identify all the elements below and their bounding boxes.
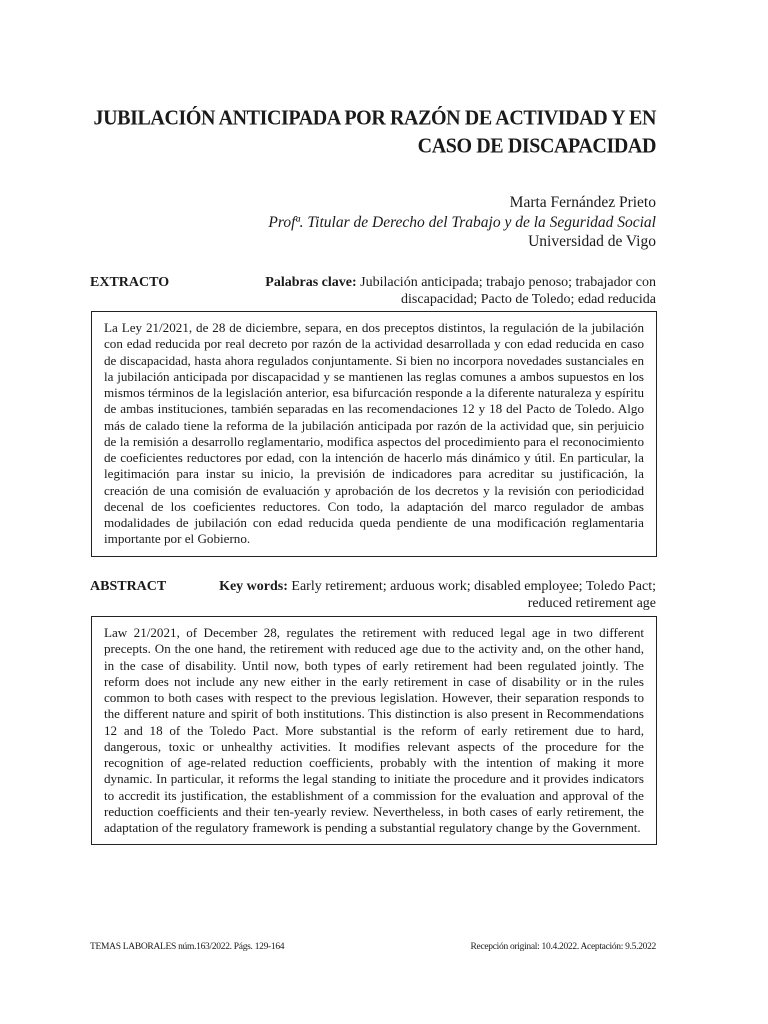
abstract-keywords-text: Early retirement; arduous work; disabled employee; Toledo Pact; reduced retirement age bbox=[291, 579, 656, 611]
article-title-line-2: CASO DE DISCAPACIDAD bbox=[417, 134, 656, 158]
author-position: Profª. Titular de Derecho del Trabajo y de la Seguridad Social bbox=[268, 213, 656, 231]
abstract-label: ABSTRACT bbox=[90, 579, 167, 594]
abstract-box bbox=[91, 616, 657, 845]
abstract-keywords-label: Key words: bbox=[219, 579, 288, 594]
extracto-keywords bbox=[216, 274, 656, 308]
extracto-label: EXTRACTO bbox=[90, 275, 170, 290]
extracto-box bbox=[91, 311, 657, 557]
footer-dates: Recepción original: 10.4.2022. Aceptación: 9.5.2022 bbox=[470, 942, 656, 952]
footer-journal-info: TEMAS LABORALES núm.163/2022. Págs. 129-164 bbox=[90, 942, 285, 952]
extracto-text: La Ley 21/2021, de 28 de diciembre, separa, en dos preceptos distintos, la regulación de la jubilación con edad reducida por real decreto por razón de la actividad desarrollada y con edad reducida en caso de discapacidad, hasta ahora regulados conjuntamente. Si bien no incorpora novedades sustanciales en la jubilación anticipada por discapacidad y se mantienen las reglas comunes a ambos supuestos en los mismos términos de la legislación anterior, esa bifurcación responde a la diferente naturaleza y espíritu de ambas instituciones, también separadas en las recomendaciones 12 y 18 del Pacto de Toledo. Algo más de calado tiene la reforma de la jubilación anticipada por razón de la actividad que, sin perjuicio de la remisión a desarrollo reglamentario, modifica aspectos del procedimiento para el reconocimiento de coeficientes reductores por edad, con la intención de hacerlo más dinámico y útil. En particular, la legitimación para instar su inicio, la previsión de indicadores para acreditar su justificación, la creación de una comisión de evaluación y aprobación de los decretos y la revisión con periodicidad decenal de los coeficientes reductores. Con todo, la adaptación del marco regulador de ambas modalidades de jubilación con edad reducida queda pendiente de una modificación reglamentaria importante por el Gobierno. bbox=[104, 320, 644, 547]
abstract-text: Law 21/2021, of December 28, regulates the retirement with reduced legal age in two different precepts. On the one hand, the retirement with reduced age due to the activity and, on the other hand, in the case of disability. Until now, both types of early retirement had been regulated jointly. The reform does not include any new either in the early retirement in case of disability or in the rules common to both cases with respect to the previous legislation. However, their separation responds to the different nature and spirit of both institutions. This distinction is also present in Recommendations 12 and 18 of the Toledo Pact. More substantial is the reform of early retirement due to hard, dangerous, toxic or unhealthy activities. It modifies relevant aspects of the procedure for the recognition of age-related reduction coefficients, probably with the intention of making it more dynamic. In particular, it reforms the legal standing to initiate the procedure and it provides indicators to accredit its justification, the establishment of a commission for the evaluation and approval of the reduction coefficients and their ten-yearly review. Nevertheless, in both cases of early retirement, the adaptation of the regulatory framework is pending a substantial regulatory change by the Government. bbox=[104, 625, 644, 835]
article-title bbox=[90, 104, 656, 160]
abstract-keywords bbox=[216, 578, 656, 612]
article-title-line-1: JUBILACIÓN ANTICIPADA POR RAZÓN DE ACTIVIDAD Y EN bbox=[93, 106, 656, 130]
author-name: Marta Fernández Prieto bbox=[509, 194, 656, 211]
author-affiliation: Universidad de Vigo bbox=[528, 233, 656, 250]
extracto-keywords-label: Palabras clave: bbox=[265, 275, 357, 290]
author-block bbox=[200, 193, 656, 252]
extracto-keywords-text: Jubilación anticipada; trabajo penoso; trabajador con discapacidad; Pacto de Toledo; edad reducida bbox=[360, 275, 656, 307]
